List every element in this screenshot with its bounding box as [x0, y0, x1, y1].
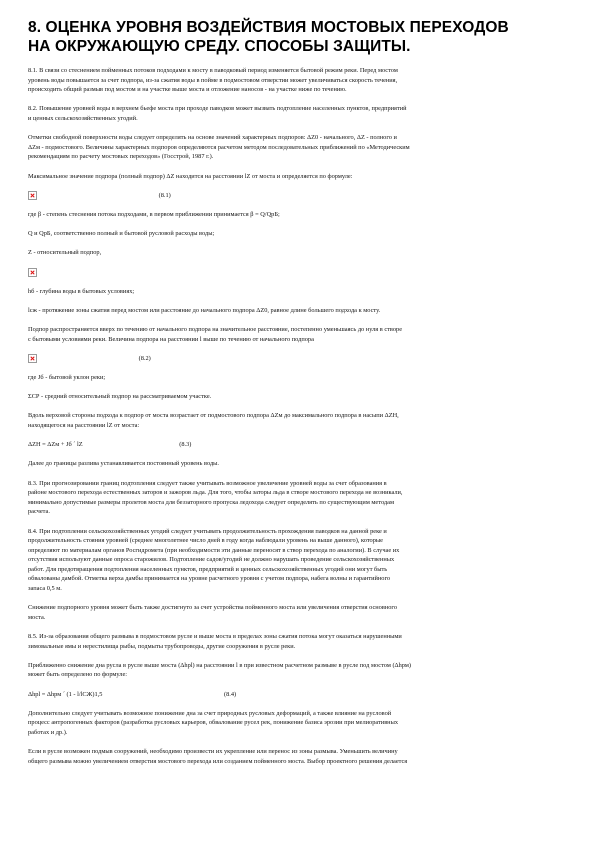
formula-text: Δhрl = Δhрм ´ (1 - l/lСЖ)1,5	[28, 690, 103, 698]
broken-image-icon	[28, 191, 37, 200]
paragraph-subpressure-reduction	[28, 603, 576, 622]
paragraph-constant-level	[28, 459, 576, 469]
text-line: продолжительность стояния уровней (среднее многолетнее число дней в году когда наблюдали уровень на выше данного), которые	[28, 537, 383, 545]
broken-image-icon	[28, 354, 37, 363]
text-line: работ. Для предотвращения подтопления населенных пунктов, предприятий и ценных сельскохозяйственных угодий они могут быть	[28, 565, 388, 573]
text-line: где Jб - бытовой уклон реки;	[28, 374, 106, 381]
text-line: Z - относительный подпор,	[28, 249, 102, 257]
formula-number: (8.3)	[179, 441, 192, 449]
paragraph-additional-factors	[28, 709, 576, 738]
text-line: процесс антропогенных факторов (разработка русловых карьеров, обвалование русел рек, понижение базиса эрозии при мелиоративных	[28, 719, 399, 727]
paragraph-lsz	[28, 306, 576, 316]
formula-8-4	[28, 690, 576, 700]
title-line-1: 8. ОЦЕНКА УРОВНЯ ВОЗДЕЙСТВИЯ МОСТОВЫХ ПЕРЕХОДОВ	[28, 19, 509, 36]
paragraph-q-qrb	[28, 229, 576, 239]
formula-number: (8.1)	[158, 191, 171, 199]
paragraph-jb	[28, 373, 576, 383]
text-line: уровень воды повышается за счет подпора, из-за сжатия воды в пойме в подмостовом отверстии может увеличиваться скорость течения,	[28, 76, 398, 84]
paragraph-where-beta	[28, 210, 576, 220]
formula-text: ΔZН = ΔZм + Jб ´ lZ	[28, 441, 83, 449]
text-line: где β - степень стеснения потока подходами, в первом приближении принимается β = Q/QрБ;	[28, 210, 280, 218]
text-line: расчета.	[28, 508, 50, 516]
text-line: отсутствия используют данные опроса старожилов. Подтопление садов/угодий не должно нарушать проведение сельскохозяйственных	[28, 556, 395, 564]
paragraph-subpressure-levels	[28, 133, 576, 162]
text-line: определяют по материалам органов Росгидромета (при необходимости эти данные переносят в створ перехода по аналогии). В случае их	[28, 546, 400, 554]
text-line: и ценных сельскохозяйственных угодий.	[28, 114, 138, 122]
text-line: общего размыва можно увеличением отверстия мостового перехода или созданием пойменного моста. Выбор проектного решения делается	[28, 757, 408, 765]
text-line: находящегося на расстоянии lZ от моста:	[28, 421, 140, 429]
text-line: Приближенно снижение дна русла в русле выше моста (Δhрl) на расстоянии l в при известном расчетном размыве в русле под мостом (Δhрм)	[28, 661, 412, 669]
text-line: Вдоль верховой стороны подхода к подпор от моста возрастает от подмостового подпора ΔZм до максимального подпора в насыпи ΔZН,	[28, 412, 399, 420]
text-line: hб - глубина воды в бытовых условиях;	[28, 287, 135, 295]
text-line: 8.5. Из-за образования общего размыва в подмостовом русле и выше моста в пределах зоны сжатия потока могут оказаться нарушенными	[28, 633, 402, 641]
text-line: минимально допустимые размеры пролетов моста для беззаторного пропуска ледохода следует определять по существующим методам	[28, 498, 394, 506]
text-line: 8.4. При подтоплении сельскохозяйственных угодий следует учитывать продолжительность прохождения паводков на данной реке и	[28, 527, 387, 535]
document-body	[28, 66, 576, 776]
text-line: Подпор распространяется вверх по течению от начального подпора на значительное расстояние, постепенно уменьшаясь до нуля в створе	[28, 326, 403, 334]
page-title	[28, 18, 573, 56]
text-line: Максимальное значение подпора (полный подпор) ΔZ находится на расстоянии lZ от моста и определяется по формуле:	[28, 172, 353, 180]
paragraph-structures-protection	[28, 747, 576, 766]
text-line: Далее до границы разлива устанавливается постоянный уровень воды.	[28, 460, 220, 468]
broken-image-icon	[28, 268, 37, 277]
text-line: моста.	[28, 613, 46, 621]
section-8-1	[28, 66, 576, 95]
paragraph-zsr	[28, 392, 576, 402]
formula-number: (8.4)	[223, 690, 237, 698]
formula-8-1	[28, 191, 576, 201]
text-line: рекомендациям по расчету мостовых переходов» (Госстрой, 1987 г.).	[28, 153, 214, 161]
section-8-4	[28, 527, 576, 594]
paragraph-hb	[28, 287, 576, 297]
formula-8-3	[28, 440, 576, 450]
text-line: работах и др.).	[28, 728, 68, 736]
section-8-5	[28, 632, 576, 651]
text-line: может быть определено по формуле:	[28, 671, 128, 679]
text-line: происходить общий размыв под мостом и на участке выше моста и отложение наносов - на участке ниже по течению.	[28, 86, 347, 94]
text-line: запаса 0,5 м.	[28, 585, 62, 593]
text-line: ΣСР - средний относительный подпор на рассматриваемом участке.	[28, 393, 212, 401]
formula-image-2	[28, 267, 576, 277]
title-line-2: НА ОКРУЖАЮЩУЮ СРЕДУ. СПОСОБЫ ЗАЩИТЫ.	[28, 38, 411, 55]
section-8-2	[28, 104, 576, 123]
text-line: зимовальные ямы и нерестилища рыбы, подмыты трубопроводы, другие сооружения в русле реки.	[28, 642, 296, 650]
text-line: 8.1. В связи со стеснением пойменных потоков подходами к мосту в паводковый период изменяется бытовой режим реки. Перед мостом	[28, 67, 398, 74]
text-line: обвалованы дамбой. Отметка верха дамбы принимается на уровне расчетного уровня с учетом подпора, набега волны и гарантийного	[28, 575, 391, 583]
text-line: ΔZм - подмостового. Величины характерных подпоров определяются расчетом методом последовательных приближений по «Методическим	[28, 143, 410, 151]
paragraph-bed-lowering	[28, 661, 576, 680]
text-line: районе мостового перехода естественных заторов и зажоров льда. Для того, чтобы заторы льда в створе мостового перехода не возникали,	[28, 489, 403, 497]
text-line: 8.2. Повышение уровней воды в верхнем бьефе моста при проходе паводков может вызвать подтопление населенных пунктов, предприятий	[28, 105, 407, 113]
text-line: 8.3. При прогнозировании границ подтопления следует также учитывать возможное увеличение уровней воды за счет образования в	[28, 479, 387, 487]
text-line: Дополнительно следует учитывать возможное понижение дна за счет природных русловых деформаций, а также влияние на русловой	[28, 709, 392, 717]
formula-number: (8.2)	[138, 354, 151, 362]
paragraph-relative-subpressure	[28, 248, 576, 258]
paragraph-subpressure-propagation	[28, 325, 576, 344]
text-line: lсж - протяжение зоны сжатия перед мостом или расстояние до начального подпора ΔZ0, равное длине большего подхода к мосту.	[28, 306, 381, 314]
formula-8-2	[28, 354, 576, 364]
text-line: Снижение подпорного уровня может быть также достигнуто за счет устройства пойменного моста или увеличения отверстия основного	[28, 604, 398, 612]
text-line: Если в русле возможен подмыв сооружений, необходимо произвести их укрепление или перенос из зоны размыва. Уменьшить величину	[28, 748, 398, 756]
section-8-3	[28, 479, 576, 517]
text-line: Q и QрБ, соответственно полный и бытовой русловой расходы воды;	[28, 230, 215, 238]
paragraph-upstream-side	[28, 411, 576, 430]
paragraph-max-subpressure	[28, 172, 576, 182]
text-line: с бытовыми условиями реки. Величина подпора на расстоянии l выше по течению от начального подпора	[28, 335, 314, 343]
text-line: Отметки свободной поверхности воды следует определять на основе значений характерных подпоров: ΔZ0 - начального, ΔZ - полного и	[28, 134, 397, 142]
